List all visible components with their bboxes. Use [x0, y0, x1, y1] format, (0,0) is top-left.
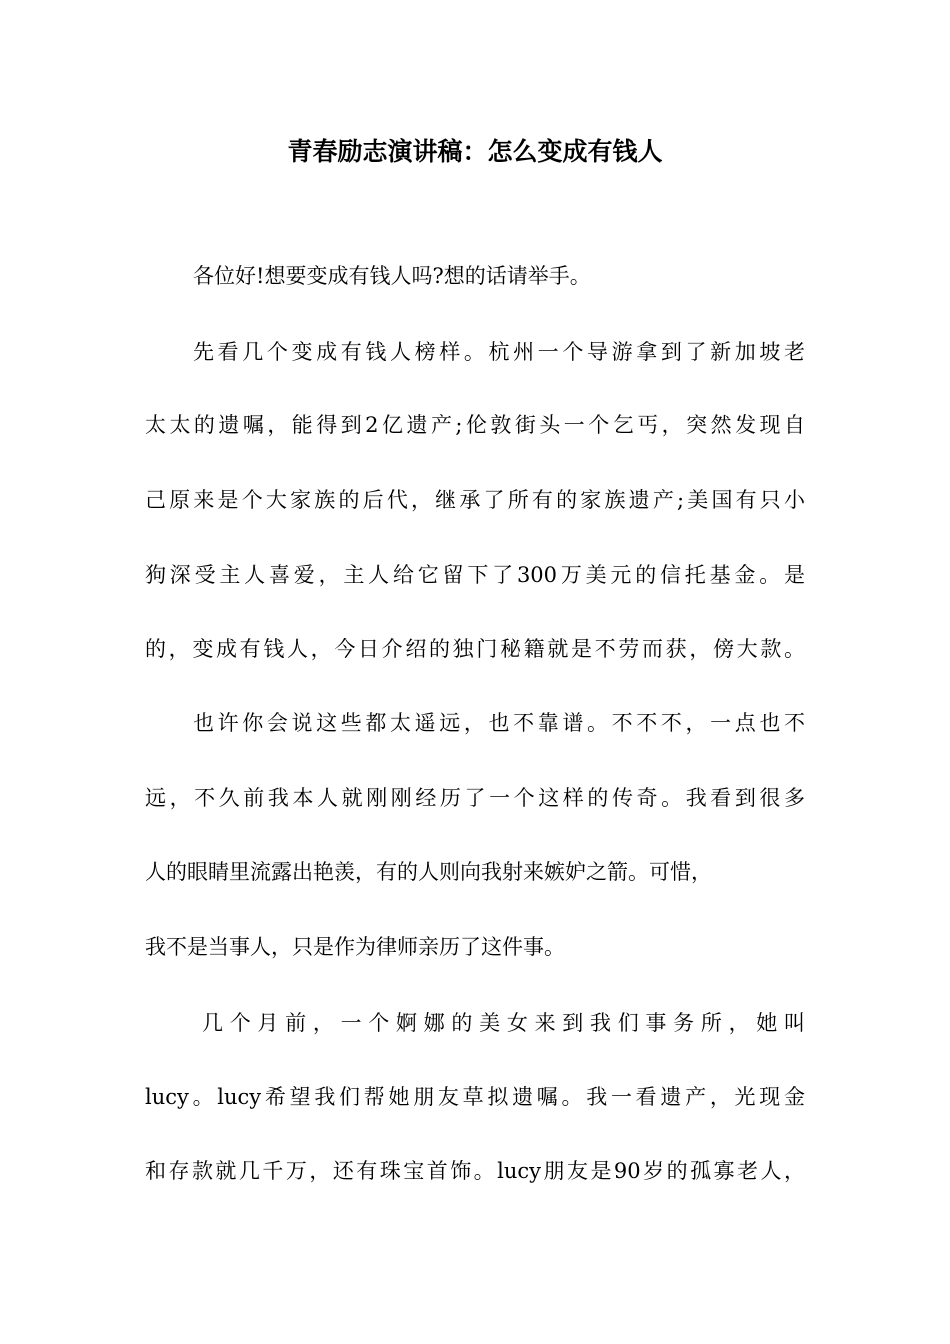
body-text — [145, 0, 805, 1344]
paragraph-line: 狗深受主人喜爱，主人给它留下了300万美元的信托基金。是 — [145, 563, 805, 587]
paragraph-line: 几个月前，一个婀娜的美女来到我们事务所，她叫 — [202, 1011, 805, 1035]
paragraph-line: 和存款就几千万，还有珠宝首饰。lucy朋友是90岁的孤寡老人， — [145, 1159, 805, 1183]
paragraph-line: 太太的遗嘱，能得到2亿遗产;伦敦街头一个乞丐，突然发现自 — [145, 413, 805, 437]
paragraph-line: 的，变成有钱人，今日介绍的独门秘籍就是不劳而获，傍大款。 — [145, 637, 805, 661]
paragraph-line: 人的眼睛里流露出艳羡，有的人则向我射来嫉妒之箭。可惜， — [145, 860, 712, 884]
page-title: 青春励志演讲稿：怎么变成有钱人 — [287, 137, 663, 166]
paragraph-line: 也许你会说这些都太遥远，也不靠谱。不不不，一点也不 — [193, 711, 805, 735]
paragraph-line: 各位好!想要变成有钱人吗?想的话请举手。 — [193, 264, 591, 288]
paragraph-line: 己原来是个大家族的后代，继承了所有的家族遗产;美国有只小 — [145, 488, 805, 512]
paragraph-line: 我不是当事人，只是作为律师亲历了这件事。 — [145, 935, 565, 959]
paragraph-line: lucy。lucy希望我们帮她朋友草拟遗嘱。我一看遗产，光现金 — [145, 1085, 805, 1109]
paragraph-line: 远，不久前我本人就刚刚经历了一个这样的传奇。我看到很多 — [145, 786, 805, 810]
paragraph-line: 先看几个变成有钱人榜样。杭州一个导游拿到了新加坡老 — [193, 340, 805, 364]
